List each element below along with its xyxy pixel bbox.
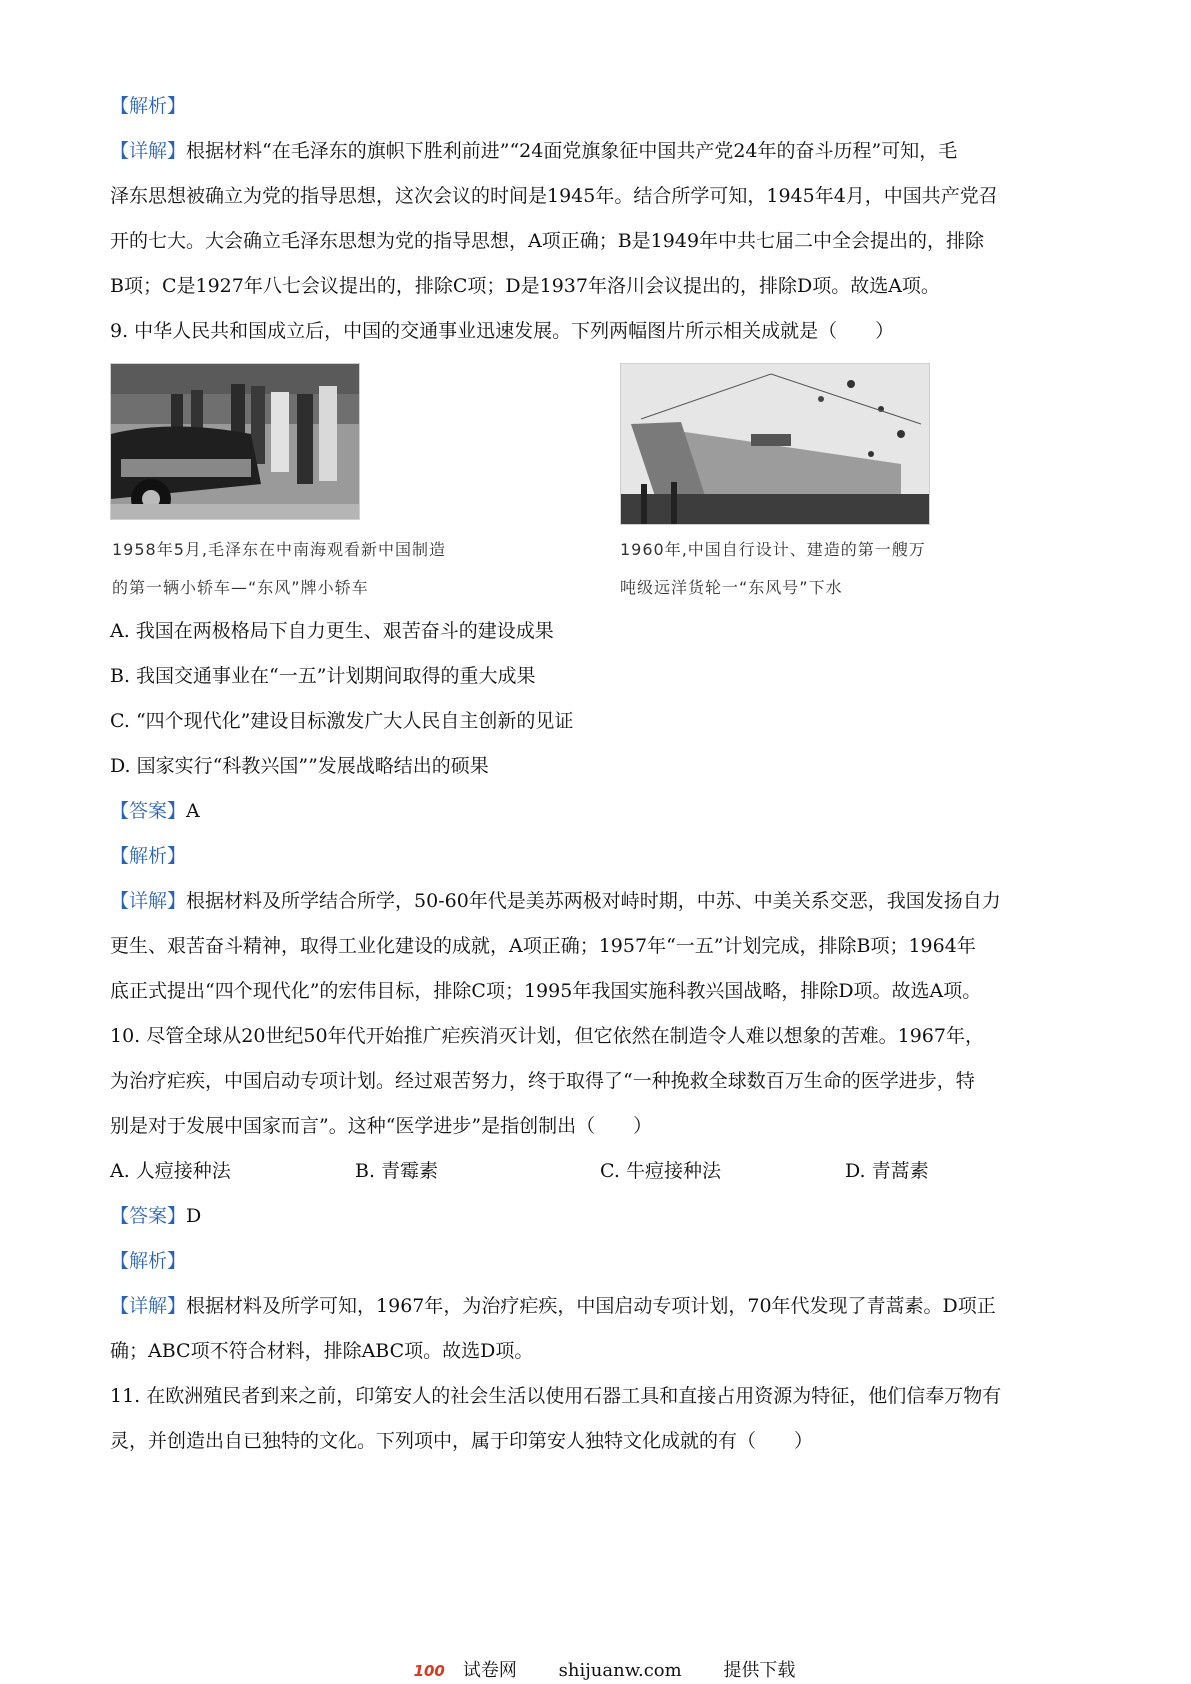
q8-detail-tag: 【详解】 bbox=[110, 140, 187, 162]
q9-stem: 9. 中华人民共和国成立后，中国的交通事业迅速发展。下列两幅图片所示相关成就是（ ） bbox=[110, 320, 895, 342]
q8-detail-line-2: 泽东思想被确立为党的指导思想，这次会议的时间是1945年。结合所学可知，1945年4月，中国共产党召 bbox=[110, 185, 998, 207]
q10-stem-line-1: 10. 尽管全球从20世纪50年代开始推广疟疾消灭计划，但它依然在制造令人难以想象的苦难。1967年， bbox=[110, 1025, 984, 1047]
q11-stem-line-1: 11. 在欧洲殖民者到来之前，印第安人的社会生活以使用石器工具和直接占用资源为特征，他们信奉万物有 bbox=[110, 1385, 1002, 1407]
footer-logo-number: 100 bbox=[413, 1662, 445, 1680]
q10-stem-line-2: 为治疗疟疾，中国启动专项计划。经过艰苦努力，终于取得了“一种挽救全球数百万生命的医学进步，特 bbox=[110, 1070, 975, 1092]
q9-detail-line-1: 【详解】根据材料及所学结合所学，50-60年代是美苏两极对峙时期，中苏、中美关系交恶，我国发扬自力 bbox=[110, 890, 1001, 912]
q10-option-c: C. 牛痘接种法 bbox=[600, 1160, 721, 1182]
q10-detail-line-2: 确；ABC项不符合材料，排除ABC项。故选D项。 bbox=[110, 1340, 534, 1362]
q9-detail-line-3: 底正式提出“四个现代化”的宏伟目标，排除C项；1995年我国实施科教兴国战略，排除D项。故选A项。 bbox=[110, 980, 982, 1002]
q10-stem-line-3: 别是对于发展中国家而言”。这种“医学进步”是指创制出（ ） bbox=[110, 1115, 653, 1137]
photo-dongfeng-car bbox=[110, 363, 360, 520]
footer-site-link[interactable]: shijuanw.com bbox=[558, 1660, 682, 1681]
q9-answer-tag: 【答案】 bbox=[110, 800, 187, 822]
q10-answer-tag: 【答案】 bbox=[110, 1205, 187, 1227]
q8-detail-line-4: B项；C是1927年八七会议提出的，排除C项；D是1937年洛川会议提出的，排除D项。故选A项。 bbox=[110, 275, 940, 297]
q8-analysis-tag: 【解析】 bbox=[110, 95, 187, 117]
footer-note: 提供下载 bbox=[723, 1660, 796, 1681]
q10-detail-line-1: 【详解】根据材料及所学可知，1967年，为治疗疟疾，中国启动专项计划，70年代发现了青蒿素。D项正 bbox=[110, 1295, 996, 1317]
q9-answer-value: A bbox=[186, 800, 200, 822]
q10-answer-value: D bbox=[186, 1205, 202, 1227]
footer-logo-text: 试卷网 bbox=[462, 1660, 517, 1681]
q10-option-a: A. 人痘接种法 bbox=[110, 1160, 231, 1182]
q11-stem-line-2: 灵，并创造出自已独特的文化。下列项中，属于印第安人独特文化成就的有（ ） bbox=[110, 1430, 814, 1452]
ship-photo-illustration bbox=[621, 364, 929, 524]
q9-caption-left-line-1: 1958年5月,毛泽东在中南海观看新中国制造 bbox=[112, 540, 446, 559]
q9-option-c: C. “四个现代化”建设目标激发广大人民自主创新的见证 bbox=[110, 710, 574, 732]
q9-answer bbox=[110, 797, 1091, 825]
car-photo-illustration bbox=[111, 364, 359, 519]
photo-dongfeng-ship bbox=[620, 363, 930, 525]
q10-analysis-tag: 【解析】 bbox=[110, 1250, 187, 1272]
q9-option-a: A. 我国在两极格局下自力更生、艰苦奋斗的建设成果 bbox=[110, 620, 554, 642]
q8-detail-line-3: 开的七大。大会确立毛泽东思想为党的指导思想，A项正确；B是1949年中共七届二中全会提出的，排除 bbox=[110, 230, 985, 252]
page-footer bbox=[0, 1658, 1191, 1684]
q10-detail-tag: 【详解】 bbox=[110, 1295, 187, 1317]
q9-caption-right-line-2: 吨级远洋货轮一“东风号”下水 bbox=[620, 578, 843, 597]
q9-detail-line-2: 更生、艰苦奋斗精神，取得工业化建设的成就，A项正确；1957年“一五”计划完成，排除B项；1964年 bbox=[110, 935, 976, 957]
q9-detail-tag: 【详解】 bbox=[110, 890, 187, 912]
q9-option-d: D. 国家实行“科教兴国””发展战略结出的硕果 bbox=[110, 755, 489, 777]
q10-answer bbox=[110, 1202, 1091, 1230]
q8-detail-line-1: 【详解】根据材料“在毛泽东的旗帜下胜利前进”“24面党旗象征中国共产党24年的奋斗历程”可知，毛 bbox=[110, 140, 958, 162]
q10-option-b: B. 青霉素 bbox=[355, 1160, 439, 1182]
q9-caption-left-line-2: 的第一辆小轿车—“东风”牌小轿车 bbox=[112, 578, 369, 597]
q9-option-b: B. 我国交通事业在“一五”计划期间取得的重大成果 bbox=[110, 665, 536, 687]
footer-logo[interactable] bbox=[396, 1658, 517, 1684]
q9-analysis-tag: 【解析】 bbox=[110, 845, 187, 867]
q9-caption-right-line-1: 1960年,中国自行设计、建造的第一艘万 bbox=[620, 540, 926, 559]
q10-option-d: D. 青蒿素 bbox=[845, 1160, 929, 1182]
